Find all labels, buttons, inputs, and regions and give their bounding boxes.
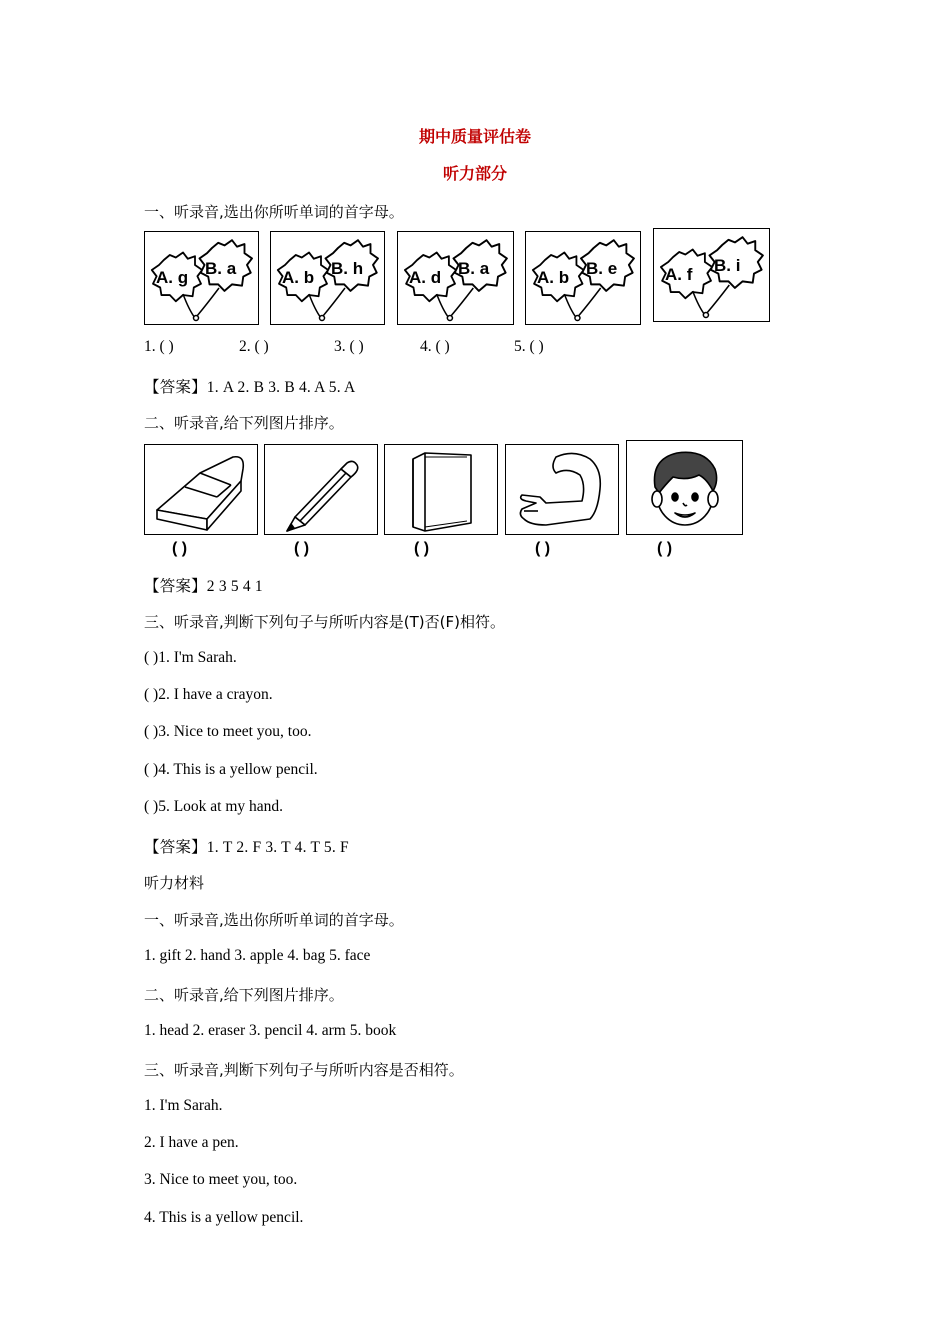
picture-pencil bbox=[264, 444, 378, 535]
leaf-option-b[interactable]: B. e bbox=[586, 259, 618, 278]
leaf-option-box-4 bbox=[525, 231, 641, 325]
script-s3-line-2: 2. I have a pen. bbox=[144, 1134, 239, 1151]
script-s1-heading: 一、听录音,选出你所听单词的首字母。 bbox=[144, 911, 404, 929]
part3-item-4[interactable]: ( )4. This is a yellow pencil. bbox=[144, 761, 318, 778]
leaf-option-b[interactable]: B. a bbox=[205, 259, 237, 278]
script-s2-heading: 二、听录音,给下列图片排序。 bbox=[144, 986, 344, 1004]
leaf-option-b[interactable]: B. a bbox=[458, 259, 490, 278]
book-icon bbox=[385, 445, 497, 534]
part1-answer: 【答案】1. A 2. B 3. B 4. A 5. A bbox=[144, 379, 356, 396]
script-s2-text: 1. head 2. eraser 3. pencil 4. arm 5. book bbox=[144, 1022, 397, 1039]
eraser-icon bbox=[145, 445, 257, 534]
part2-heading: 二、听录音,给下列图片排序。 bbox=[144, 414, 344, 432]
leaf-option-box-2 bbox=[270, 231, 385, 325]
blank-3[interactable]: 3. ( ) bbox=[334, 338, 364, 355]
blank-1[interactable]: 1. ( ) bbox=[144, 338, 174, 355]
leaf-option-a[interactable]: A. b bbox=[282, 268, 315, 287]
leaf-option-b[interactable]: B. h bbox=[331, 259, 364, 278]
part2-answer: 【答案】2 3 5 4 1 bbox=[144, 578, 263, 595]
blank-5[interactable]: 5. ( ) bbox=[514, 338, 544, 355]
leaf-option-box-1 bbox=[144, 231, 259, 325]
part3-heading: 三、听录音,判断下列句子与所听内容是(T)否(F)相符。 bbox=[144, 613, 505, 631]
picture-paren-5[interactable]: ( ) bbox=[657, 540, 673, 557]
boy-head-icon bbox=[627, 441, 742, 534]
blank-4[interactable]: 4. ( ) bbox=[420, 338, 450, 355]
picture-eraser bbox=[144, 444, 258, 535]
picture-paren-3[interactable]: ( ) bbox=[414, 540, 430, 557]
pencil-icon bbox=[265, 445, 377, 534]
part3-item-2[interactable]: ( )2. I have a crayon. bbox=[144, 686, 273, 703]
picture-paren-4[interactable]: ( ) bbox=[535, 540, 551, 557]
script-s3-line-3: 3. Nice to meet you, too. bbox=[144, 1171, 298, 1188]
part3-item-1[interactable]: ( )1. I'm Sarah. bbox=[144, 649, 237, 666]
page-subtitle: 听力部分 bbox=[442, 164, 507, 183]
picture-paren-2[interactable]: ( ) bbox=[294, 540, 310, 557]
part3-answer: 【答案】1. T 2. F 3. T 4. T 5. F bbox=[144, 839, 349, 856]
part1-heading: 一、听录音,选出你所听单词的首字母。 bbox=[144, 203, 404, 221]
picture-book bbox=[384, 444, 498, 535]
leaf-option-a[interactable]: A. f bbox=[665, 265, 693, 284]
picture-head bbox=[626, 440, 743, 535]
script-s3-heading: 三、听录音,判断下列句子与所听内容是否相符。 bbox=[144, 1061, 464, 1079]
arm-icon bbox=[506, 445, 618, 534]
part3-item-3[interactable]: ( )3. Nice to meet you, too. bbox=[144, 723, 312, 740]
leaf-option-a[interactable]: A. b bbox=[537, 268, 570, 287]
page-title: 期中质量评估卷 bbox=[418, 127, 531, 146]
leaf-option-box-5 bbox=[653, 228, 770, 322]
script-s3-line-1: 1. I'm Sarah. bbox=[144, 1097, 223, 1114]
blank-2[interactable]: 2. ( ) bbox=[239, 338, 269, 355]
picture-arm bbox=[505, 444, 619, 535]
leaf-option-b[interactable]: B. i bbox=[714, 256, 741, 275]
part3-item-5[interactable]: ( )5. Look at my hand. bbox=[144, 798, 284, 815]
script-heading: 听力材料 bbox=[144, 874, 205, 892]
leaf-option-box-3 bbox=[397, 231, 514, 325]
script-s1-text: 1. gift 2. hand 3. apple 4. bag 5. face bbox=[144, 947, 371, 964]
leaf-option-a[interactable]: A. g bbox=[156, 268, 189, 287]
picture-paren-1[interactable]: ( ) bbox=[172, 540, 188, 557]
leaf-option-a[interactable]: A. d bbox=[409, 268, 442, 287]
script-s3-line-4: 4. This is a yellow pencil. bbox=[144, 1209, 304, 1226]
